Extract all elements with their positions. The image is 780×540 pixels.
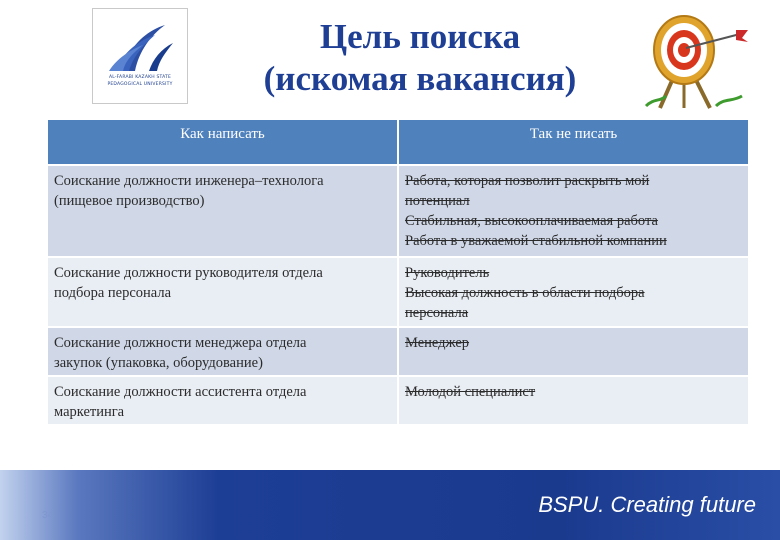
bad-cell [398,376,749,425]
logo-text-line2: PEDAGOGICAL UNIVERSITY [107,82,173,87]
vacancy-table [46,118,750,426]
bad-line: Работа в уважаемой стабильной компании [405,233,667,249]
good-line: Соискание должности ассистента отдела [54,384,307,400]
table-row [47,165,749,257]
title-line2: (искомая вакансия) [263,59,577,98]
good-line: (пищевое производство) [54,193,205,209]
good-line: Соискание должности руководителя отдела [54,265,323,281]
good-line: Соискание должности менеджера отдела [54,335,307,351]
bad-cell [398,165,749,257]
target-with-arrow-icon [636,6,760,110]
good-cell [47,327,398,376]
header-how-to-write: Как написать [47,119,398,165]
good-line: подбора персонала [54,285,172,301]
title-line1: Цель поиска [319,17,521,56]
university-emblem-icon [93,9,187,103]
bad-cell [398,327,749,376]
good-line: Соискание должности инженера–технолога [54,173,324,189]
bad-line: персонала [405,305,469,321]
bad-line: Менеджер [405,335,470,351]
footer-slogan: BSPU. Creating future [538,492,756,517]
slide-title [220,16,620,100]
bad-line: Стабильная, высокооплачиваемая работа [405,213,658,229]
bad-line: Высокая должность в области подбора [405,285,645,301]
bad-line: Молодой специалист [405,384,536,400]
good-cell [47,376,398,425]
table-row [47,376,749,425]
good-cell [47,165,398,257]
good-line: маркетинга [54,404,125,420]
table-row [47,327,749,376]
bad-line: Работа, которая позволит раскрыть мой [405,173,650,189]
bad-line: потенциал [405,193,470,209]
header-how-not-to-write: Так не писать [398,119,749,165]
university-logo [92,8,188,104]
page-number: 34 [42,510,54,521]
bad-cell [398,257,749,327]
good-cell [47,257,398,327]
good-line: закупок (упаковка, оборудование) [54,355,263,371]
logo-text-line1: AL-FARABI KAZAKH STATE [108,75,172,80]
bad-line: Руководитель [405,265,490,281]
table-row [47,257,749,327]
